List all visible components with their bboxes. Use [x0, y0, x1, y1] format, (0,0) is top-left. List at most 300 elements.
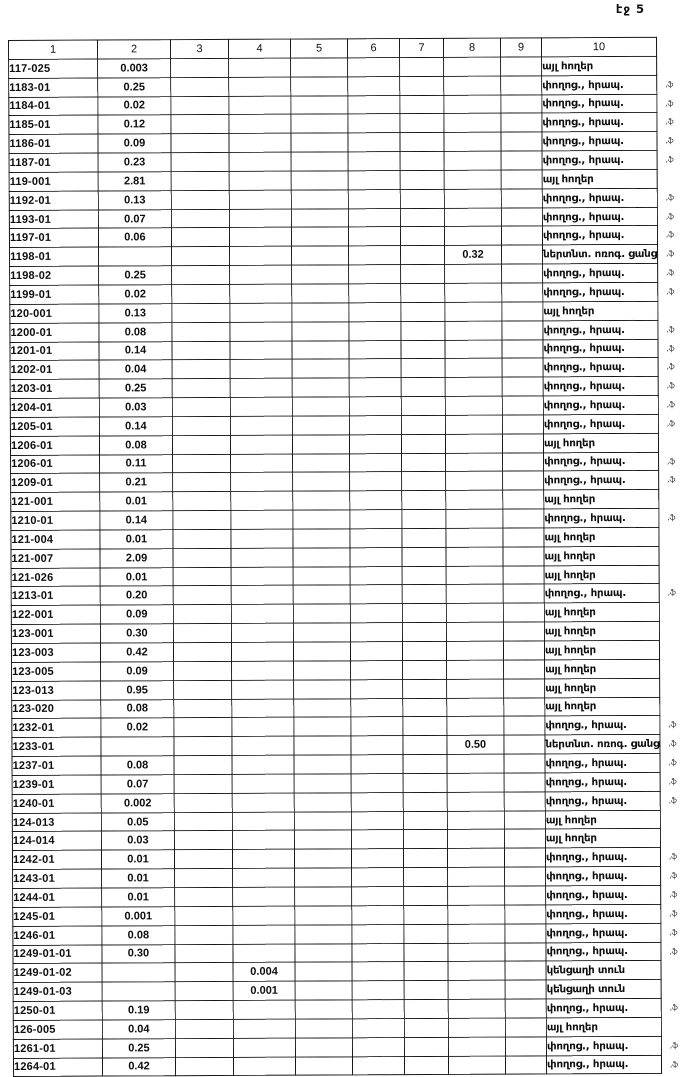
cell-area-value	[294, 811, 351, 830]
cell-area-value	[446, 566, 503, 585]
cell-area-value	[447, 848, 504, 867]
margin-annotation-mark: ,ֆ	[666, 267, 675, 277]
cell-area-value	[445, 321, 502, 340]
column-header-2: 2	[98, 40, 171, 59]
cell-area-value	[173, 454, 231, 473]
cell-area-value	[229, 190, 291, 209]
cell-area-value	[348, 170, 400, 189]
cell-area-value	[505, 999, 546, 1018]
cell-parcel-id: 1200-01	[10, 323, 99, 342]
cell-area-value	[403, 660, 447, 679]
cell-area-value	[444, 132, 501, 151]
cell-area-value	[350, 642, 402, 661]
cell-area-value	[504, 792, 545, 811]
cell-area-value	[172, 247, 230, 266]
cell-area-value	[231, 491, 293, 510]
cell-area-value	[446, 622, 503, 641]
cell-area-value	[503, 641, 544, 660]
cell-land-use: այլ հողեր	[544, 490, 659, 509]
cell-area-value	[447, 679, 504, 698]
cell-area-value: 0.42	[100, 643, 173, 662]
cell-area-value	[351, 679, 403, 698]
cell-parcel-id: 119-001	[9, 172, 98, 191]
cell-area-value	[446, 585, 503, 604]
cell-land-use: փողոց., հրապ. ,ֆ	[542, 94, 657, 113]
cell-area-value	[293, 510, 350, 529]
margin-annotation-mark: ,ֆ	[668, 795, 677, 805]
cell-area-value: 0.13	[99, 304, 172, 323]
cell-land-use: այլ հողեր	[544, 527, 659, 546]
cell-area-value	[351, 811, 403, 830]
cell-area-value	[349, 397, 401, 416]
cell-area-value	[292, 416, 349, 435]
cell-area-value	[349, 415, 401, 434]
cell-land-use: ներտնտ. ոռոգ. ցանց ,ֆ	[545, 735, 660, 754]
cell-area-value	[293, 529, 350, 548]
cell-parcel-id: 1205-01	[10, 417, 99, 436]
cell-area-value: 0.01	[100, 492, 173, 511]
cell-land-use: այլ հողեր	[545, 810, 660, 829]
cell-area-value	[232, 699, 294, 718]
cell-area-value	[295, 924, 352, 943]
cell-area-value: 0.09	[101, 662, 174, 681]
cell-area-value	[171, 190, 229, 209]
cell-area-value	[448, 1018, 505, 1037]
cell-parcel-id: 1249-01-01	[13, 945, 102, 964]
cell-area-value	[501, 76, 542, 95]
cell-land-use: փողոց., հրապ. ,ֆ	[546, 942, 661, 961]
margin-annotation-mark: ,ֆ	[666, 418, 675, 428]
cell-area-value	[447, 660, 504, 679]
cell-area-value: 0.04	[102, 1020, 175, 1039]
cell-area-value	[503, 528, 544, 547]
cadastre-table	[8, 37, 679, 1077]
cell-area-value: 0.02	[99, 285, 172, 304]
cell-area-value	[403, 811, 447, 830]
cell-area-value	[400, 133, 444, 152]
cell-area-value	[502, 434, 543, 453]
cell-area-value	[404, 999, 448, 1018]
cell-area-value	[99, 247, 172, 266]
cell-area-value	[444, 227, 501, 246]
cell-area-value	[171, 58, 229, 77]
cell-area-value	[295, 906, 352, 925]
cell-parcel-id: 1186-01	[9, 134, 98, 153]
margin-annotation-mark: ,ֆ	[665, 249, 675, 259]
cell-area-value	[172, 397, 230, 416]
cell-area-value	[447, 811, 504, 830]
cell-area-value	[101, 737, 174, 756]
cell-area-value	[172, 322, 230, 341]
cell-area-value	[233, 1019, 295, 1038]
cell-area-value	[448, 905, 505, 924]
cell-area-value	[504, 716, 545, 735]
cell-area-value	[174, 680, 232, 699]
cell-land-use: կենցաղի տուն	[546, 961, 661, 980]
cell-area-value	[350, 453, 402, 472]
cell-area-value	[173, 473, 231, 492]
cell-area-value	[171, 96, 229, 115]
cell-area-value	[401, 359, 445, 378]
cell-parcel-id: 1250-01	[13, 1001, 102, 1020]
cell-parcel-id: 1202-01	[10, 360, 99, 379]
cell-area-value	[445, 434, 502, 453]
cell-area-value	[444, 151, 501, 170]
cell-area-value: 0.14	[99, 417, 172, 436]
cell-land-use: կենցաղի տուն	[546, 980, 661, 999]
cell-area-value	[348, 189, 400, 208]
cell-area-value	[350, 510, 402, 529]
cell-area-value	[232, 774, 294, 793]
cell-area-value	[505, 1055, 546, 1074]
cell-parcel-id: 123-013	[12, 681, 101, 700]
cell-area-value	[291, 152, 348, 171]
cell-area-value	[501, 226, 542, 245]
cell-area-value	[400, 114, 444, 133]
cell-area-value	[404, 905, 448, 924]
cell-area-value	[173, 642, 231, 661]
cell-area-value: 0.001	[102, 907, 175, 926]
cell-area-value	[231, 454, 293, 473]
cell-area-value	[501, 113, 542, 132]
cell-area-value	[447, 830, 504, 849]
cell-parcel-id: 1203-01	[10, 379, 99, 398]
margin-annotation-mark: ,ֆ	[669, 1002, 678, 1012]
cell-area-value: 0.11	[100, 454, 173, 473]
cell-area-value	[504, 660, 545, 679]
cell-area-value	[404, 962, 448, 981]
cell-land-use: փողոց., հրապ. ,ֆ	[542, 226, 657, 245]
cell-land-use: փողոց., հրապ. ,ֆ	[542, 113, 657, 132]
cell-area-value	[294, 774, 351, 793]
cell-area-value	[403, 698, 447, 717]
cell-area-value	[231, 586, 293, 605]
cell-area-value	[349, 265, 401, 284]
cell-area-value	[350, 585, 402, 604]
cell-parcel-id: 1213-01	[11, 587, 100, 606]
column-header-7: 7	[399, 38, 443, 57]
cell-land-use: այլ հողեր	[542, 169, 657, 188]
cell-area-value	[230, 265, 292, 284]
cell-area-value	[349, 434, 401, 453]
cell-area-value	[446, 509, 503, 528]
cell-area-value: 0.12	[98, 115, 171, 134]
margin-annotation-mark: ,ֆ	[669, 870, 678, 880]
cell-area-value	[175, 925, 233, 944]
cell-parcel-id: 120-001	[10, 304, 99, 323]
cell-area-value	[171, 152, 229, 171]
cell-area-value: 0.25	[98, 77, 171, 96]
cell-area-value	[291, 133, 348, 152]
cell-area-value: 2.09	[100, 548, 173, 567]
cell-area-value	[448, 999, 505, 1018]
cell-area-value	[348, 152, 400, 171]
cell-area-value	[233, 1000, 295, 1019]
cell-area-value	[447, 698, 504, 717]
cell-area-value	[351, 698, 403, 717]
cell-area-value	[404, 924, 448, 943]
margin-annotation-mark: ,ֆ	[666, 362, 675, 372]
margin-annotation-mark: ,ֆ	[669, 946, 678, 956]
cell-area-value	[174, 774, 232, 793]
cell-area-value	[173, 492, 231, 511]
cell-area-value	[402, 547, 446, 566]
cell-land-use: այլ հողեր	[543, 301, 658, 320]
cell-area-value	[444, 189, 501, 208]
cell-area-value	[502, 264, 543, 283]
cell-area-value	[352, 905, 404, 924]
cell-parcel-id: 1183-01	[9, 78, 98, 97]
cell-area-value	[401, 434, 445, 453]
cell-area-value	[175, 887, 233, 906]
cell-area-value	[231, 473, 293, 492]
cell-area-value	[293, 585, 350, 604]
cell-area-value	[352, 1037, 404, 1056]
cell-area-value	[175, 1038, 233, 1057]
cell-area-value	[350, 623, 402, 642]
cell-area-value	[448, 1056, 505, 1075]
margin-annotation-mark: ,ֆ	[665, 117, 674, 127]
cell-area-value	[291, 114, 348, 133]
cell-area-value	[445, 302, 502, 321]
cell-area-value	[446, 528, 503, 547]
cell-area-value: 0.08	[101, 699, 174, 718]
cell-area-value	[446, 641, 503, 660]
cell-area-value	[501, 189, 542, 208]
cell-area-value	[291, 190, 348, 209]
cell-parcel-id: 1233-01	[12, 737, 101, 756]
cell-area-value	[504, 754, 545, 773]
cell-area-value	[503, 471, 544, 490]
cell-area-value: 0.25	[99, 266, 172, 285]
cell-area-value	[292, 435, 349, 454]
cell-land-use: փողոց., հրապ. ,ֆ	[543, 377, 658, 396]
cell-land-use: այլ հողեր	[545, 829, 660, 848]
cell-area-value	[351, 849, 403, 868]
cell-area-value	[400, 208, 444, 227]
cell-area-value	[348, 133, 400, 152]
cell-area-value	[352, 1000, 404, 1019]
cell-area-value	[171, 115, 229, 134]
table-row	[13, 1055, 661, 1077]
cell-parcel-id: 1245-01	[13, 907, 102, 926]
cell-area-value	[294, 849, 351, 868]
cell-parcel-id: 1261-01	[13, 1039, 102, 1058]
cell-area-value	[229, 133, 291, 152]
cell-area-value	[231, 510, 293, 529]
cell-area-value	[400, 76, 444, 95]
cell-area-value	[232, 849, 294, 868]
cell-area-value	[295, 868, 352, 887]
cell-area-value	[351, 660, 403, 679]
cell-land-use: այլ հողեր	[546, 1017, 661, 1036]
cell-area-value: 0.08	[99, 322, 172, 341]
cell-parcel-id: 121-007	[11, 549, 100, 568]
cell-area-value	[352, 962, 404, 981]
cell-area-value	[295, 1019, 352, 1038]
cell-area-value	[503, 566, 544, 585]
cell-area-value: 0.05	[101, 812, 174, 831]
cell-area-value	[403, 736, 447, 755]
cell-land-use: փողոց., հրապ. ,ֆ	[543, 263, 658, 282]
cell-area-value	[293, 566, 350, 585]
cell-area-value: 0.01	[100, 530, 173, 549]
margin-annotation-mark: ,ֆ	[669, 889, 678, 899]
cell-area-value	[229, 228, 291, 247]
margin-annotation-mark: ,ֆ	[666, 286, 675, 296]
cell-area-value	[502, 415, 543, 434]
cell-area-value	[171, 228, 229, 247]
cell-area-value	[175, 1057, 233, 1076]
cell-area-value	[231, 623, 293, 642]
cell-parcel-id: 1242-01	[12, 850, 101, 869]
cell-area-value	[294, 736, 351, 755]
cell-area-value: 0.002	[101, 793, 174, 812]
cell-area-value	[401, 415, 445, 434]
cell-area-value	[445, 396, 502, 415]
cell-area-value	[444, 95, 501, 114]
cell-area-value	[502, 339, 543, 358]
cell-area-value	[295, 962, 352, 981]
cell-area-value: 0.14	[99, 341, 172, 360]
cell-area-value	[501, 151, 542, 170]
cell-area-value	[504, 848, 545, 867]
cell-area-value: 0.001	[233, 981, 295, 1000]
cell-land-use: փողոց., հրապ. ,ֆ	[542, 188, 657, 207]
cell-area-value	[295, 1056, 352, 1075]
cell-land-use: ներտնտ. ոռոգ. ցանց ,ֆ	[543, 245, 658, 264]
cell-area-value	[352, 868, 404, 887]
cell-area-value	[352, 924, 404, 943]
cell-parcel-id: 123-001	[11, 624, 100, 643]
cell-area-value	[401, 378, 445, 397]
cell-area-value	[102, 963, 175, 982]
cell-area-value	[232, 793, 294, 812]
cell-land-use: այլ հողեր	[543, 433, 658, 452]
cell-area-value	[232, 661, 294, 680]
cell-area-value	[230, 303, 292, 322]
cell-area-value	[505, 867, 546, 886]
cell-area-value	[174, 737, 232, 756]
cell-land-use: այլ հողեր	[544, 603, 659, 622]
cell-land-use: փողոց., հրապ. ,ֆ	[546, 866, 661, 885]
cell-area-value: 0.06	[98, 228, 171, 247]
cell-land-use: փողոց., հրապ. ,ֆ	[545, 772, 660, 791]
cell-area-value	[294, 717, 351, 736]
cell-area-value	[233, 1057, 295, 1076]
cell-area-value	[502, 302, 543, 321]
margin-annotation-mark: ,ֆ	[665, 192, 674, 202]
cell-area-value	[351, 773, 403, 792]
cell-area-value	[447, 773, 504, 792]
cell-area-value	[348, 208, 400, 227]
cell-area-value	[229, 114, 291, 133]
cell-area-value: 0.23	[98, 153, 171, 172]
margin-annotation-mark: ,ֆ	[668, 720, 677, 730]
cell-area-value	[175, 869, 233, 888]
cell-area-value	[402, 453, 446, 472]
cell-area-value	[501, 57, 542, 76]
margin-annotation-mark: ,ֆ	[668, 776, 677, 786]
cell-area-value	[503, 547, 544, 566]
cell-area-value: 0.01	[102, 888, 175, 907]
cell-land-use: փողոց., հրապ. ,ֆ	[544, 452, 659, 471]
cell-area-value	[292, 340, 349, 359]
cell-area-value	[505, 886, 546, 905]
cell-area-value	[172, 284, 230, 303]
cell-area-value	[444, 76, 501, 95]
cell-area-value	[291, 208, 348, 227]
cell-land-use: փողոց., հրապ. ,ֆ	[542, 75, 657, 94]
cell-area-value	[503, 603, 544, 622]
cell-parcel-id: 1201-01	[10, 342, 99, 361]
cell-area-value: 0.14	[100, 511, 173, 530]
margin-annotation-mark: ,ֆ	[665, 79, 674, 89]
cell-parcel-id: 1192-01	[9, 191, 98, 210]
margin-annotation-mark: ,ֆ	[666, 380, 675, 390]
cell-area-value	[230, 284, 292, 303]
cell-area-value	[175, 944, 233, 963]
cell-parcel-id: 1240-01	[12, 794, 101, 813]
column-header-10: 10	[541, 37, 656, 56]
margin-annotation-mark: ,ֆ	[669, 927, 678, 937]
cell-area-value: 0.42	[102, 1057, 175, 1076]
cell-land-use: փողոց., հրապ. ,ֆ	[546, 904, 661, 923]
cell-area-value	[448, 943, 505, 962]
cell-area-value	[172, 416, 230, 435]
cell-area-value	[291, 77, 348, 96]
cell-area-value	[503, 584, 544, 603]
cell-parcel-id: 121-026	[11, 568, 100, 587]
cell-area-value	[504, 810, 545, 829]
cell-area-value	[231, 548, 293, 567]
cell-area-value	[292, 359, 349, 378]
cell-area-value	[233, 868, 295, 887]
cell-area-value	[233, 1038, 295, 1057]
cell-parcel-id: 1206-01	[10, 436, 99, 455]
cell-area-value	[400, 57, 444, 76]
margin-annotation-mark: ,ֆ	[667, 588, 676, 598]
cell-area-value	[173, 529, 231, 548]
cell-area-value	[171, 209, 229, 228]
cell-area-value	[351, 717, 403, 736]
cell-area-value	[293, 548, 350, 567]
cell-area-value	[229, 152, 291, 171]
cell-land-use: փողոց., հրապ. ,ֆ	[543, 358, 658, 377]
cell-area-value	[502, 358, 543, 377]
margin-annotation-mark: ,ֆ	[665, 211, 674, 221]
cell-parcel-id: 126-005	[13, 1020, 102, 1039]
cell-parcel-id: 1198-02	[10, 266, 99, 285]
cell-area-value	[400, 227, 444, 246]
cell-area-value	[294, 680, 351, 699]
cell-area-value	[445, 264, 502, 283]
column-header-9: 9	[500, 38, 541, 57]
cell-area-value	[501, 94, 542, 113]
cell-area-value: 0.09	[100, 605, 173, 624]
cell-parcel-id: 1209-01	[11, 473, 100, 492]
cell-area-value	[401, 246, 445, 265]
column-header-8: 8	[443, 38, 500, 57]
column-header-4: 4	[228, 39, 290, 58]
cell-area-value	[404, 886, 448, 905]
cell-parcel-id: 1244-01	[13, 888, 102, 907]
cell-area-value	[350, 547, 402, 566]
cell-area-value	[295, 1038, 352, 1057]
cell-area-value	[503, 452, 544, 471]
cell-area-value	[505, 1018, 546, 1037]
cell-area-value	[448, 924, 505, 943]
